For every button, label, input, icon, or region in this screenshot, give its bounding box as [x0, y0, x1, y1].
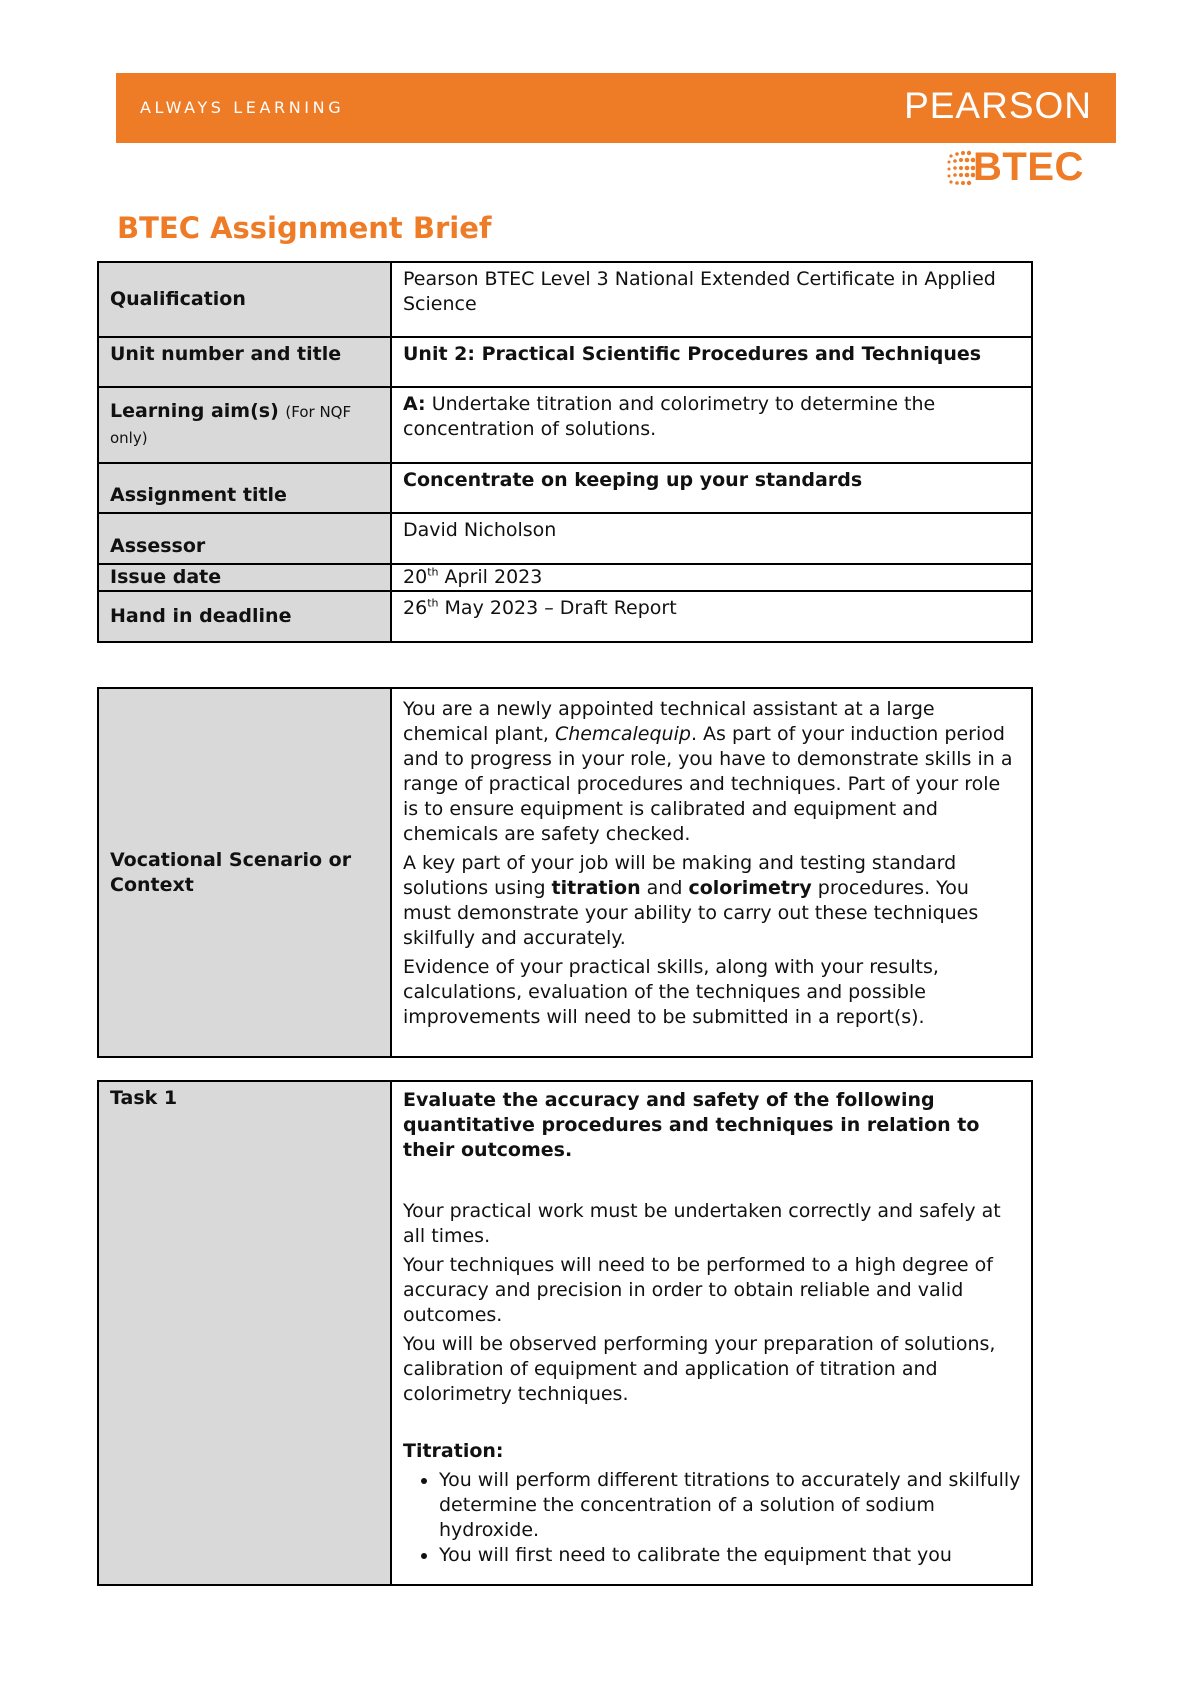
scenario-paragraph-1	[403, 697, 1021, 847]
assessor-row	[98, 513, 1032, 564]
task1-bullet: • You will first need to calibrate the equipment that you	[439, 1543, 1021, 1568]
task1-paragraph-3: You will be observed performing your preparation of solutions, calibration of equipment and application of titration and colorimetry techniques.	[403, 1333, 996, 1405]
deadline-suffix: th	[427, 596, 439, 610]
deadline-value	[391, 591, 1032, 642]
deadline-day: 26	[403, 597, 428, 619]
learning-aim-label-cell	[98, 387, 391, 463]
task1-body	[391, 1081, 1032, 1585]
task1-row	[98, 1081, 1032, 1585]
keyword-colorimetry: colorimetry	[688, 877, 812, 899]
scenario-p2-text-cont: procedures. You must demonstrate your ability to carry out these techniques skilfully and accurately.	[403, 877, 979, 949]
qualification-value: Pearson BTEC Level 3 National Extended Certificate in Applied Science	[391, 262, 1032, 337]
assessor-label: Assessor	[98, 513, 391, 564]
unit-row	[98, 337, 1032, 387]
assignment-title-row	[98, 463, 1032, 513]
assignment-title-label: Assignment title	[98, 463, 391, 513]
scenario-p2-and: and	[646, 877, 683, 899]
deadline-rest: May 2023 – Draft Report	[444, 597, 677, 619]
issue-date-value	[391, 564, 1032, 591]
btec-logo	[945, 147, 1095, 193]
scenario-text	[391, 688, 1032, 1057]
issue-rest: April 2023	[444, 566, 543, 588]
scenario-paragraph-2	[403, 851, 1021, 951]
task1-table	[97, 1080, 1033, 1586]
scenario-p1-text: You are a newly appointed technical assistant at a large chemical plant,	[403, 698, 935, 745]
issue-suffix: th	[427, 565, 439, 579]
unit-value: Unit 2: Practical Scientific Procedures and Techniques	[391, 337, 1032, 387]
assignment-title-value: Concentrate on keeping up your standards	[391, 463, 1032, 513]
task1-paragraph-1: Your practical work must be undertaken correctly and safely at all times.	[403, 1200, 1001, 1247]
issue-day: 20	[403, 566, 428, 588]
btec-wordmark: BTEC	[973, 145, 1084, 189]
task1-bullet: • You will perform different titrations to accurately and skilfully determine the concentration of a solution of sodium hydroxide.	[439, 1468, 1021, 1543]
task1-heading: Evaluate the accuracy and safety of the following quantitative procedures and techniques in relation to their outcomes.	[403, 1089, 980, 1161]
task1-subheading: Titration:	[403, 1440, 504, 1462]
issue-date-label: Issue date	[98, 564, 391, 591]
learning-aim-note: (For NQF only)	[110, 403, 352, 447]
task1-bullet-list	[403, 1468, 1021, 1568]
task1-paragraph-2: Your techniques will need to be performed to a high degree of accuracy and precision in order to obtain reliable and valid outcomes.	[403, 1254, 993, 1326]
dots-icon	[945, 147, 975, 193]
learning-aim-label: Learning aim(s)	[110, 400, 279, 422]
scenario-label: Vocational Scenario or Context	[98, 688, 391, 1057]
scenario-paragraph-3: Evidence of your practical skills, along with your results, calculations, evaluation of the techniques and possible improvements will need to be submitted in a report(s).	[403, 956, 939, 1028]
deadline-row	[98, 591, 1032, 642]
assessor-value: David Nicholson	[391, 513, 1032, 564]
scenario-p1-text-cont: . As part of your induction period and to progress in your role, you have to demonstrate skills in a range of practical procedures and techniques. Part of your role is to ensure equipment is calibrated and equipment and chemicals are safety checked.	[403, 723, 1013, 845]
learning-aim-value: Undertake titration and colorimetry to determine the concentration of solutions.	[403, 393, 936, 440]
keyword-titration: titration	[551, 877, 641, 899]
scenario-table	[97, 687, 1033, 1058]
learning-aim-prefix: A:	[403, 393, 426, 415]
task1-label: Task 1	[98, 1081, 391, 1585]
deadline-label: Hand in deadline	[98, 591, 391, 642]
brand-logo: PEARSON	[904, 85, 1092, 126]
company-name: Chemcalequip	[554, 723, 691, 745]
learning-aim-row	[98, 387, 1032, 463]
page-title: BTEC Assignment Brief	[117, 211, 492, 245]
qualification-row	[98, 262, 1032, 337]
header-banner	[116, 73, 1116, 143]
tagline: ALWAYS LEARNING	[140, 98, 345, 117]
scenario-row	[98, 688, 1032, 1057]
learning-aim-value-cell	[391, 387, 1032, 463]
issue-date-row	[98, 564, 1032, 591]
unit-label: Unit number and title	[98, 337, 391, 387]
qualification-label: Qualification	[98, 262, 391, 337]
scenario-p2-text: A key part of your job will be making and testing standard solutions using	[403, 852, 957, 899]
assignment-info-table	[97, 261, 1033, 643]
